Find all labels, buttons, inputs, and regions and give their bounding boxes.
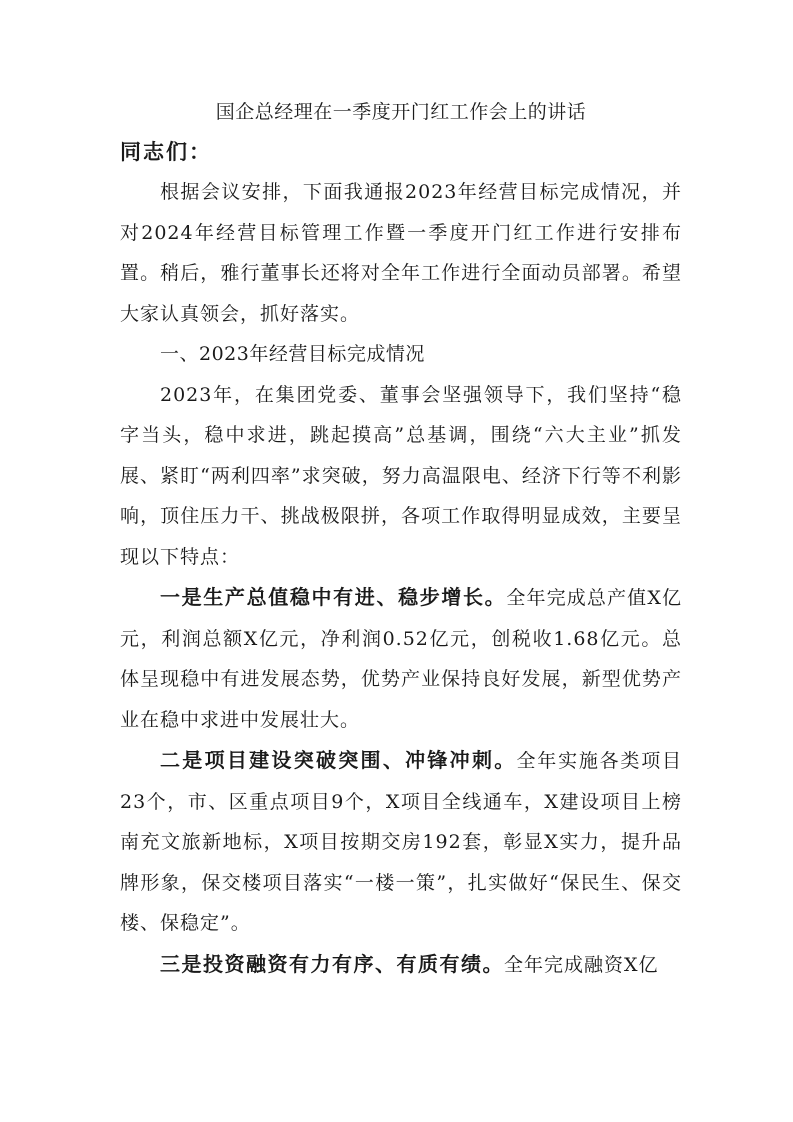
intro-paragraph: 根据会议安排，下面我通报2023年经营目标完成情况，并对2024年经营目标管理工作暨一季度开门红工作进行安排布置。稍后，雅行董事长还将对全年工作进行全面动员部署。希望大家认真领会，抓好落实。: [120, 181, 682, 325]
document-page: [120, 92, 682, 985]
point-one-lead: 一是生产总值稳中有进、稳步增长。: [160, 585, 507, 609]
point-three-paragraph: [120, 944, 682, 986]
point-three-lead: 三是投资融资有力有序、有质有绩。: [160, 951, 504, 976]
section-heading: 一、2023年经营目标完成情况: [160, 343, 425, 365]
section-intro-paragraph: 2023年，在集团党委、董事会坚强领导下，我们坚持“稳字当头，稳中求进，跳起摸高”总基调，围绕“六大主业”抓发展、紧盯“两利四率”求突破，努力高温限电、经济下行等不利影响，顶住压力干、挑战极限拼，各项工作取得明显成效，主要呈现以下特点：: [120, 383, 682, 568]
point-two-paragraph: [120, 740, 682, 944]
document-title: 国企总经理在一季度开门红工作会上的讲话: [215, 101, 587, 123]
salutation: 同志们：: [120, 139, 212, 164]
point-two-lead: 二是项目建设突破突围、冲锋冲刺。: [160, 748, 517, 772]
point-one-paragraph: [120, 577, 682, 740]
point-two-body: 全年实施各类项目23个，市、区重点项目9个，X项目全线通车，X建设项目上榜南充文旅新地标，X项目按期交房192套，彰显X实力，提升品牌形象，保交楼项目落实“一楼一策”，扎实做好“保民生、保交楼、保稳定”。: [120, 750, 682, 934]
point-three-body: 全年完成融资X亿: [504, 953, 659, 976]
point-one-body: 全年完成总产值X亿元，利润总额X亿元，净利润0.52亿元，创税收1.68亿元。总体呈现稳中有进发展态势，优势产业保持良好发展，新型优势产业在稳中求进中发展壮大。: [120, 587, 682, 731]
